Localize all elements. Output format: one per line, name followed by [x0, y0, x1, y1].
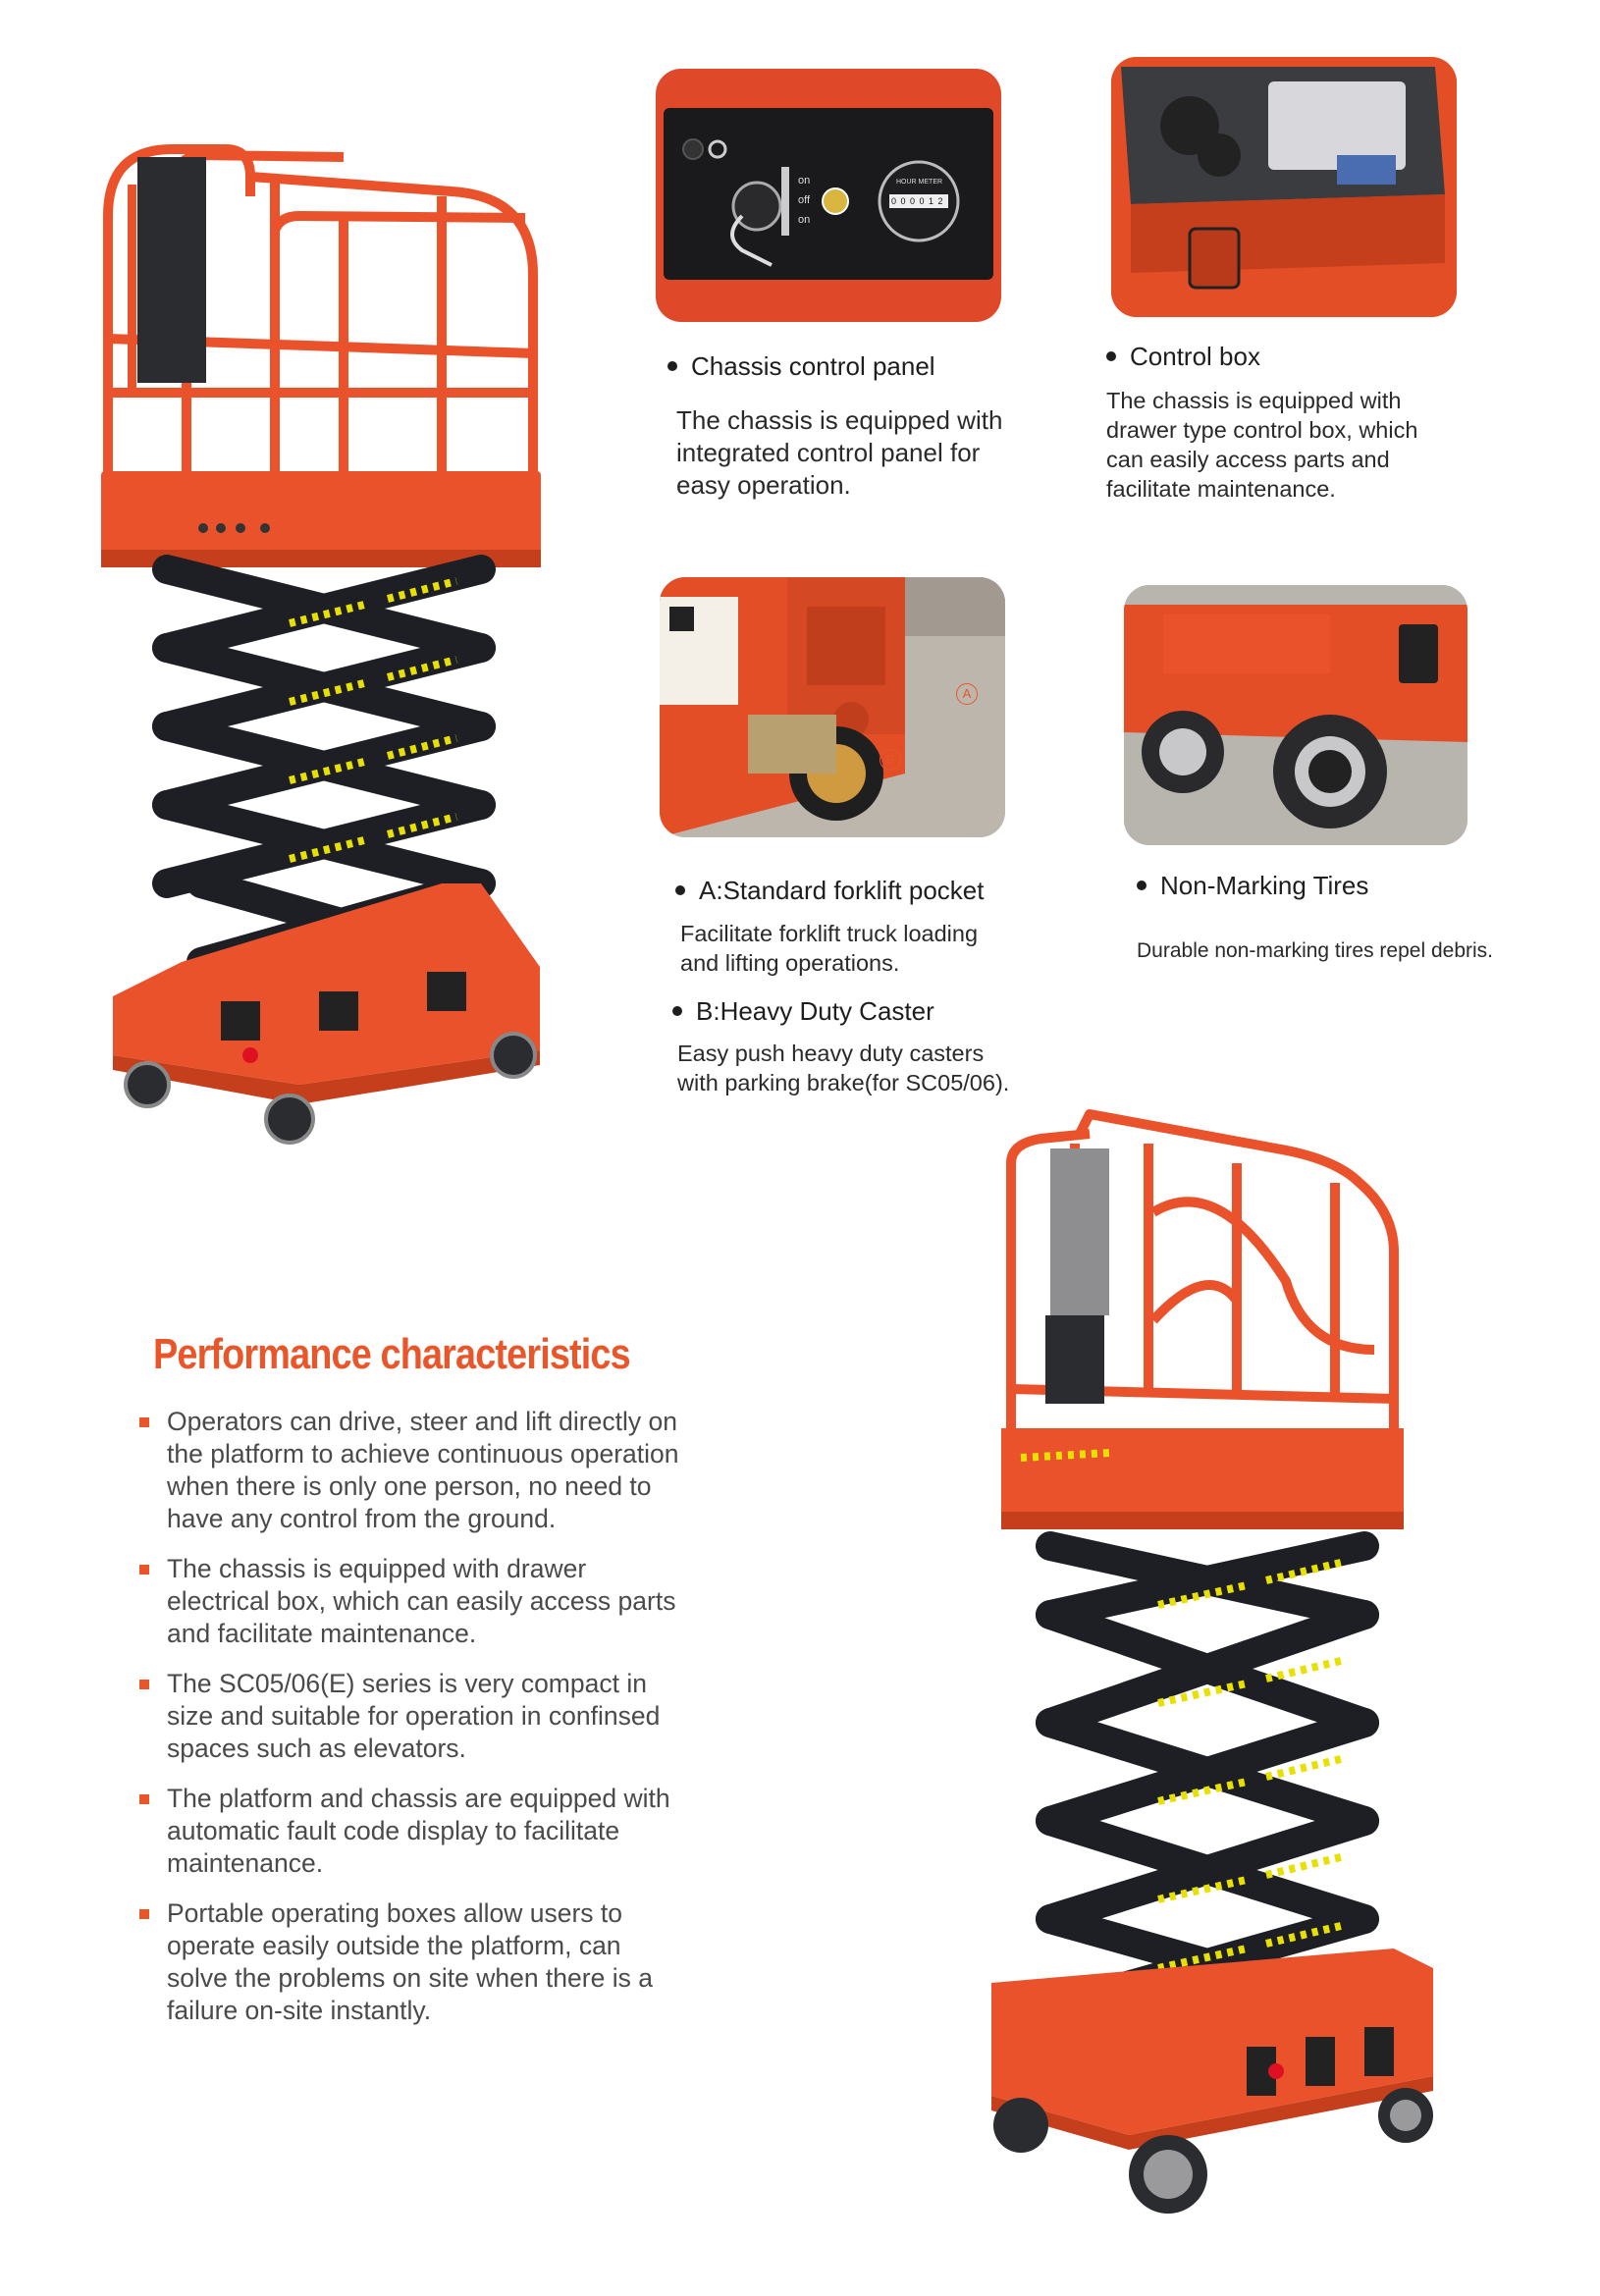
hour-meter-counter: 0 0 0 0 1 2 [891, 196, 944, 206]
feature-desc-control-box: The chassis is equipped with drawer type control box, which can easily access parts and facilitate maintenance. [1106, 388, 1418, 502]
feature-title-heavy-caster: B:Heavy Duty Caster [672, 996, 934, 1027]
square-bullet-icon [139, 1909, 149, 1919]
feature-title-forklift-pocket: A:Standard forklift pocket [675, 876, 984, 906]
forklift-caster-photo [660, 577, 1005, 837]
hour-meter-label: HOUR METER [896, 179, 943, 186]
bullet-dot-icon [1106, 351, 1116, 361]
list-item: Operators can drive, steer and lift directly on the platform to achieve continuous operation when there is only one person, no need to have any control from the ground. [137, 1406, 687, 1535]
feature-title-chassis-panel: Chassis control panel [667, 351, 935, 382]
feature-title-tires: Non-Marking Tires [1137, 871, 1368, 901]
bullet-dot-icon [675, 885, 685, 895]
feature-desc-chassis-panel: The chassis is equipped with integrated control panel for easy operation. [676, 405, 1003, 500]
feature-desc-heavy-caster: Easy push heavy duty casters with parking brake(for SC05/06). [677, 1041, 1010, 1095]
panel-on2-label: on [798, 214, 811, 226]
tires-photo [1124, 585, 1467, 845]
feature-title-control-box: Control box [1106, 342, 1260, 372]
scissor-lift-image-right [982, 1104, 1443, 2223]
square-bullet-icon [139, 1417, 149, 1427]
performance-title: Performance characteristics [153, 1330, 630, 1378]
list-item: The platform and chassis are equipped with automatic fault code display to facilitate maintenance. [137, 1783, 687, 1880]
control-panel-photo [656, 69, 1001, 322]
performance-list [137, 1406, 687, 2045]
square-bullet-icon [139, 1565, 149, 1575]
bullet-dot-icon [667, 361, 677, 371]
panel-off-label: off [798, 194, 811, 206]
callout-b: B [880, 749, 901, 771]
panel-on-label: on [798, 175, 811, 187]
list-item: Portable operating boxes allow users to operate easily outside the platform, can solve the problems on site when there is a failure on-site instantly. [137, 1897, 687, 2027]
square-bullet-icon [139, 1794, 149, 1804]
scissor-lift-image-left [93, 137, 564, 1148]
bullet-dot-icon [672, 1006, 682, 1016]
square-bullet-icon [139, 1680, 149, 1689]
feature-desc-tires: Durable non-marking tires repel debris. [1137, 939, 1493, 962]
control-box-photo [1111, 57, 1457, 317]
list-item: The chassis is equipped with drawer electrical box, which can easily access parts and facilitate maintenance. [137, 1553, 687, 1650]
bullet-dot-icon [1137, 881, 1147, 890]
feature-desc-forklift-pocket: Facilitate forklift truck loading and lifting operations. [680, 921, 979, 976]
list-item: The SC05/06(E) series is very compact in size and suitable for operation in confinsed spaces such as elevators. [137, 1668, 687, 1765]
callout-a: A [956, 683, 978, 705]
